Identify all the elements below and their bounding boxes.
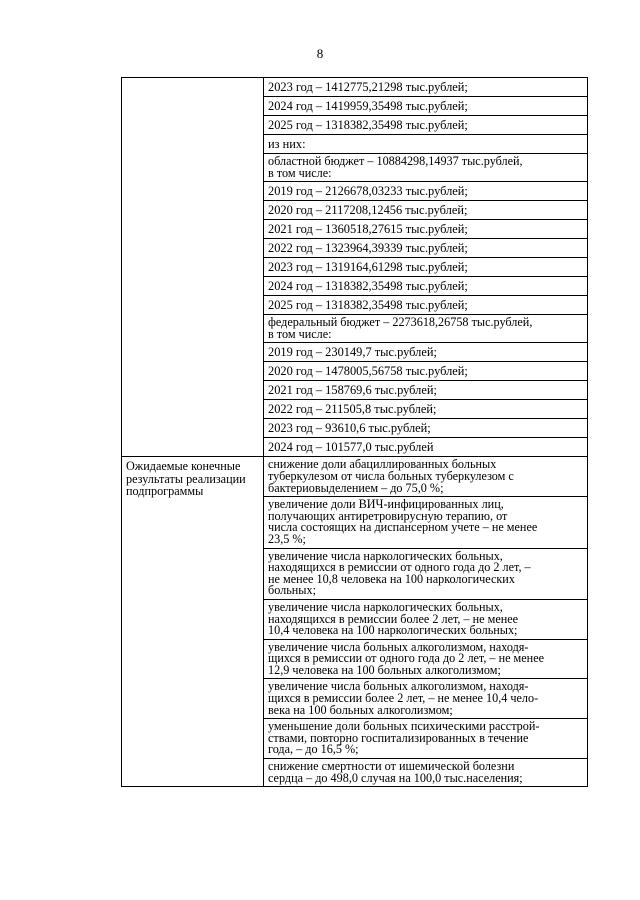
finance-line: 2023 год – 1412775,21298 тыс.рублей; xyxy=(264,78,587,97)
results-row xyxy=(122,457,588,787)
finance-line: из них: xyxy=(264,135,587,154)
finance-line: 2022 год – 1323964,39339 тыс.рублей; xyxy=(264,239,587,258)
finance-line: 2020 год – 1478005,56758 тыс.рублей; xyxy=(264,362,587,381)
results-line: увеличение числа больных алкоголизмом, находя- щихся в ремиссии от одного года до 2 лет, – не менее 12,9 человека на 100 больных алкоголизмом; xyxy=(264,640,587,680)
finance-line: 2020 год – 2117208,12456 тыс.рублей; xyxy=(264,201,587,220)
finance-line: 2019 год – 2126678,03233 тыс.рублей; xyxy=(264,182,587,201)
finance-line: 2021 год – 158769,6 тыс.рублей; xyxy=(264,381,587,400)
results-line: увеличение числа больных алкоголизмом, находя- щихся в ремиссии более 2 лет, – не менее 10,4 чело- века на 100 больных алкоголизмом; xyxy=(264,679,587,719)
finance-row xyxy=(122,78,588,457)
finance-line: 2021 год – 1360518,27615 тыс.рублей; xyxy=(264,220,587,239)
results-lines xyxy=(264,457,587,786)
results-label-cell xyxy=(122,457,264,787)
results-line: увеличение числа наркологических больных, находящихся в ремиссии от одного года до 2 лет, – не менее 10,8 человека на 100 наркологических больных; xyxy=(264,549,587,600)
results-line: увеличение числа наркологических больных, находящихся в ремиссии более 2 лет, – не менее 10,4 человека на 100 наркологических больных; xyxy=(264,600,587,640)
results-line: уменьшение доли больных психическими расстрой- ствами, повторно госпитализированных в течение года, – до 16,5 %; xyxy=(264,719,587,759)
finance-line: областной бюджет – 10884298,14937 тыс.рублей, в том числе: xyxy=(264,154,587,182)
results-line: увеличение доли ВИЧ-инфицированных лиц, получающих антиретровирусную терапию, от числа состоящих на диспансерном учете – не менее 23,5 %; xyxy=(264,497,587,548)
finance-line: 2024 год – 1419959,35498 тыс.рублей; xyxy=(264,97,587,116)
results-line: снижение доли абациллированных больных туберкулезом от числа больных туберкулезом с бактериовыделением – до 75,0 %; xyxy=(264,457,587,497)
finance-line: 2019 год – 230149,7 тыс.рублей; xyxy=(264,343,587,362)
finance-lines xyxy=(264,78,587,456)
finance-line: 2023 год – 93610,6 тыс.рублей; xyxy=(264,419,587,438)
finance-line: 2025 год – 1318382,35498 тыс.рублей; xyxy=(264,296,587,315)
finance-line: 2022 год – 211505,8 тыс.рублей; xyxy=(264,400,587,419)
finance-line: 2025 год – 1318382,35498 тыс.рублей; xyxy=(264,116,587,135)
results-line: снижение смертности от ишемической болезни сердца – до 498,0 случая на 100,0 тыс.населения; xyxy=(268,759,523,785)
finance-line: 2024 год – 101577,0 тыс.рублей xyxy=(268,440,434,455)
finance-line: 2024 год – 1318382,35498 тыс.рублей; xyxy=(264,277,587,296)
finance-line: федеральный бюджет – 2273618,26758 тыс.рублей, в том числе: xyxy=(264,315,587,343)
finance-line: 2023 год – 1319164,61298 тыс.рублей; xyxy=(264,258,587,277)
finance-content-cell xyxy=(264,78,588,457)
page-number: 8 xyxy=(316,46,324,61)
finance-label xyxy=(122,78,263,81)
results-label: Ожидаемые конечные результаты реализации подпрограммы xyxy=(126,459,246,499)
finance-label-cell xyxy=(122,78,264,457)
results-content-cell xyxy=(264,457,588,787)
program-passport-table xyxy=(121,77,588,787)
